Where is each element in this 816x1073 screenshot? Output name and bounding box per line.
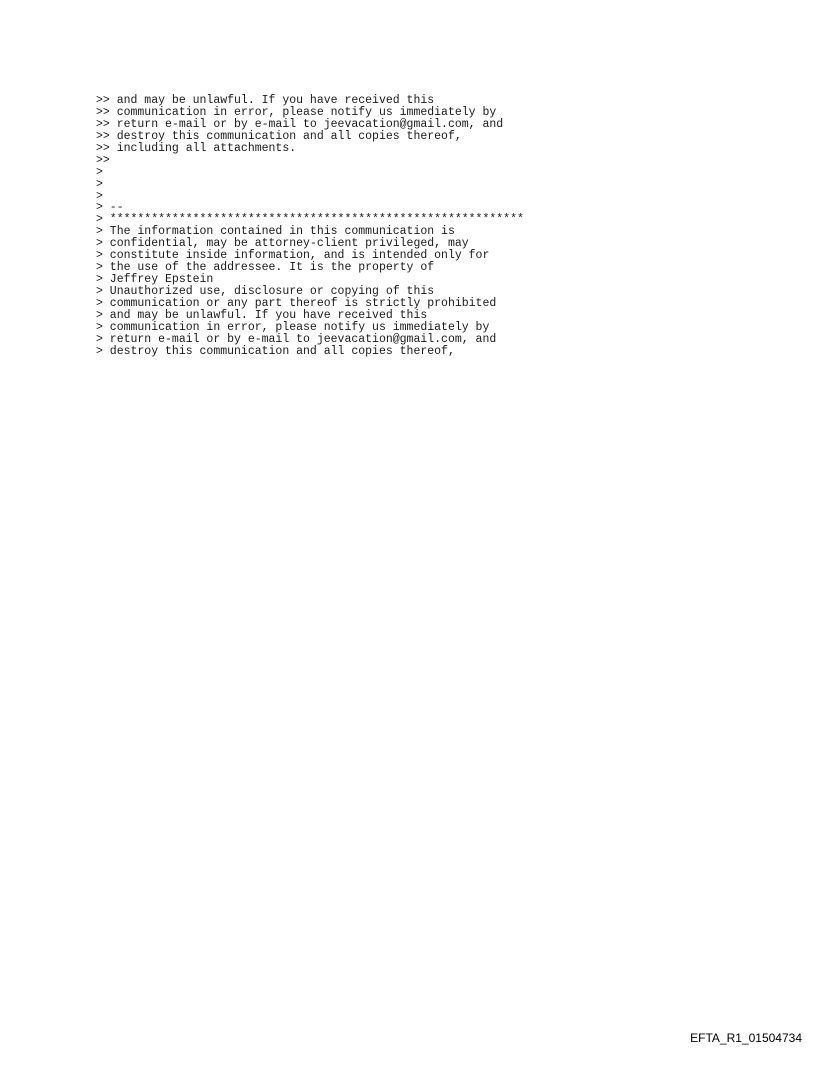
text-line: >> including all attachments. — [96, 141, 297, 155]
text-line: > return e-mail or by e-mail to jeevacation@gmail.com, and — [96, 332, 497, 346]
text-line: > — [96, 165, 103, 179]
text-line: > and may be unlawful. If you have received this — [96, 308, 428, 322]
text-line: > The information contained in this communication is — [96, 225, 455, 239]
text-line: > the use of the addressee. It is the property of — [96, 261, 435, 275]
text-line: > communication in error, please notify us immediately by — [96, 320, 490, 334]
text-line: > destroy this communication and all copies thereof, — [96, 344, 455, 358]
text-line: > -- — [96, 201, 124, 215]
text-line: > confidential, may be attorney-client privileged, may — [96, 237, 469, 251]
text-line: > constitute inside information, and is intended only for — [96, 249, 490, 263]
text-line: >> and may be unlawful. If you have received this — [96, 94, 435, 107]
text-line: >> destroy this communication and all copies thereof, — [96, 129, 462, 143]
text-line: >> — [96, 153, 110, 167]
text-line: > — [96, 177, 103, 191]
email-body-text — [96, 95, 524, 358]
text-line: > — [96, 189, 103, 203]
text-line: > Unauthorized use, disclosure or copying of this — [96, 285, 435, 298]
text-line: > Jeffrey Epstein — [96, 273, 214, 287]
text-line: >> return e-mail or by e-mail to jeevacation@gmail.com, and — [96, 117, 504, 131]
document-id-footer: EFTA_R1_01504734 — [690, 1031, 802, 1045]
text-line: >> communication in error, please notify us immediately by — [96, 105, 497, 119]
separator-line: > ************************************************************ — [96, 213, 524, 227]
text-line: > communication or any part thereof is strictly prohibited — [96, 296, 497, 310]
